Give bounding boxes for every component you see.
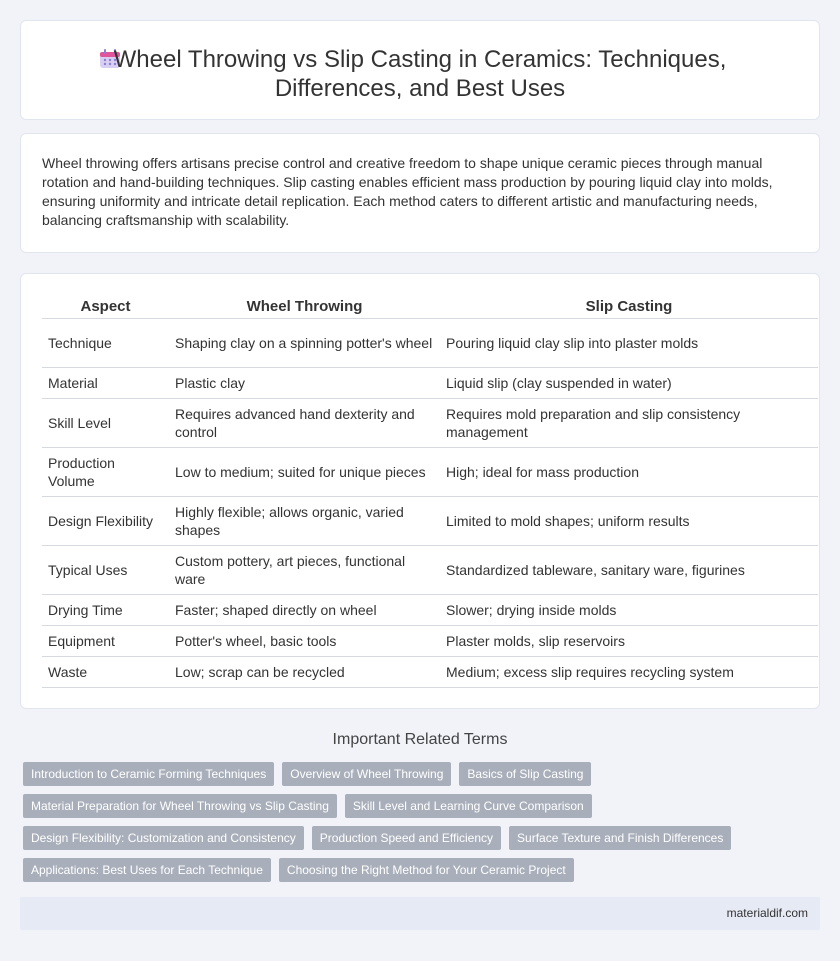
aspect-cell: Equipment xyxy=(42,625,169,656)
slip-casting-cell: Standardized tableware, sanitary ware, figurines xyxy=(440,545,818,594)
table-row xyxy=(42,656,818,687)
aspect-cell: Drying Time xyxy=(42,594,169,625)
table-row xyxy=(42,447,818,496)
slip-casting-cell: Limited to mold shapes; uniform results xyxy=(440,496,818,545)
related-terms-list xyxy=(23,762,823,890)
related-term-link[interactable]: Production Speed and Efficiency xyxy=(312,826,501,850)
aspect-cell: Material xyxy=(42,367,169,398)
table-row xyxy=(42,398,818,447)
table-row xyxy=(42,318,818,367)
header-card xyxy=(20,20,820,120)
wheel-throwing-cell: Requires advanced hand dexterity and control xyxy=(169,398,440,447)
comparison-table xyxy=(42,296,818,688)
slip-casting-cell: Slower; drying inside molds xyxy=(440,594,818,625)
wheel-throwing-cell: Custom pottery, art pieces, functional ware xyxy=(169,545,440,594)
wheel-throwing-cell: Low to medium; suited for unique pieces xyxy=(169,447,440,496)
wheel-throwing-cell: Shaping clay on a spinning potter's wheel xyxy=(169,318,440,367)
wheel-throwing-cell: Highly flexible; allows organic, varied shapes xyxy=(169,496,440,545)
page-title-line1: Wheel Throwing vs Slip Casting in Ceramics: Techniques, xyxy=(113,46,727,73)
table-row xyxy=(42,545,818,594)
table-header-row xyxy=(42,296,818,318)
wheel-throwing-cell: Potter's wheel, basic tools xyxy=(169,625,440,656)
related-term-link[interactable]: Skill Level and Learning Curve Comparison xyxy=(345,794,592,818)
related-term-link[interactable]: Introduction to Ceramic Forming Techniques xyxy=(23,762,274,786)
page-title-line2: Differences, and Best Uses xyxy=(274,75,566,102)
table-row xyxy=(42,367,818,398)
aspect-cell: Design Flexibility xyxy=(42,496,169,545)
related-terms-title: Important Related Terms xyxy=(332,731,508,748)
related-term-link[interactable]: Design Flexibility: Customization and Consistency xyxy=(23,826,304,850)
table-row xyxy=(42,625,818,656)
header-slip-casting: Slip Casting xyxy=(440,296,818,318)
aspect-cell: Skill Level xyxy=(42,398,169,447)
related-term-link[interactable]: Material Preparation for Wheel Throwing vs Slip Casting xyxy=(23,794,337,818)
intro-card xyxy=(20,133,820,253)
aspect-cell: Technique xyxy=(42,318,169,367)
slip-casting-cell: Plaster molds, slip reservoirs xyxy=(440,625,818,656)
aspect-cell: Waste xyxy=(42,656,169,687)
table-row xyxy=(42,594,818,625)
slip-casting-cell: Pouring liquid clay slip into plaster molds xyxy=(440,318,818,367)
slip-casting-cell: Liquid slip (clay suspended in water) xyxy=(440,367,818,398)
footer-site-link[interactable]: materialdif.com xyxy=(726,906,808,920)
comparison-card xyxy=(20,273,820,709)
related-term-link[interactable]: Overview of Wheel Throwing xyxy=(282,762,451,786)
wheel-throwing-cell: Plastic clay xyxy=(169,367,440,398)
aspect-cell: Production Volume xyxy=(42,447,169,496)
slip-casting-cell: High; ideal for mass production xyxy=(440,447,818,496)
footer xyxy=(20,897,820,930)
aspect-cell: Typical Uses xyxy=(42,545,169,594)
related-term-link[interactable]: Basics of Slip Casting xyxy=(459,762,591,786)
slip-casting-cell: Requires mold preparation and slip consistency management xyxy=(440,398,818,447)
header-wheel-throwing: Wheel Throwing xyxy=(169,296,440,318)
page-title xyxy=(21,45,819,103)
related-term-link[interactable]: Surface Texture and Finish Differences xyxy=(509,826,731,850)
related-term-link[interactable]: Applications: Best Uses for Each Technique xyxy=(23,858,271,882)
wheel-throwing-cell: Low; scrap can be recycled xyxy=(169,656,440,687)
related-term-link[interactable]: Choosing the Right Method for Your Ceramic Project xyxy=(279,858,574,882)
slip-casting-cell: Medium; excess slip requires recycling system xyxy=(440,656,818,687)
header-aspect: Aspect xyxy=(42,296,169,318)
wheel-throwing-cell: Faster; shaped directly on wheel xyxy=(169,594,440,625)
table-row xyxy=(42,496,818,545)
intro-paragraph: Wheel throwing offers artisans precise control and creative freedom to shape unique ceramic pieces through manual rotation and hand-building techniques. Slip casting enables efficient mass production by pouring liquid clay into molds, ensuring uniformity and intricate detail replication. Each method caters to different artistic and manufacturing needs, balancing craftsmanship with scalability. xyxy=(42,155,773,228)
